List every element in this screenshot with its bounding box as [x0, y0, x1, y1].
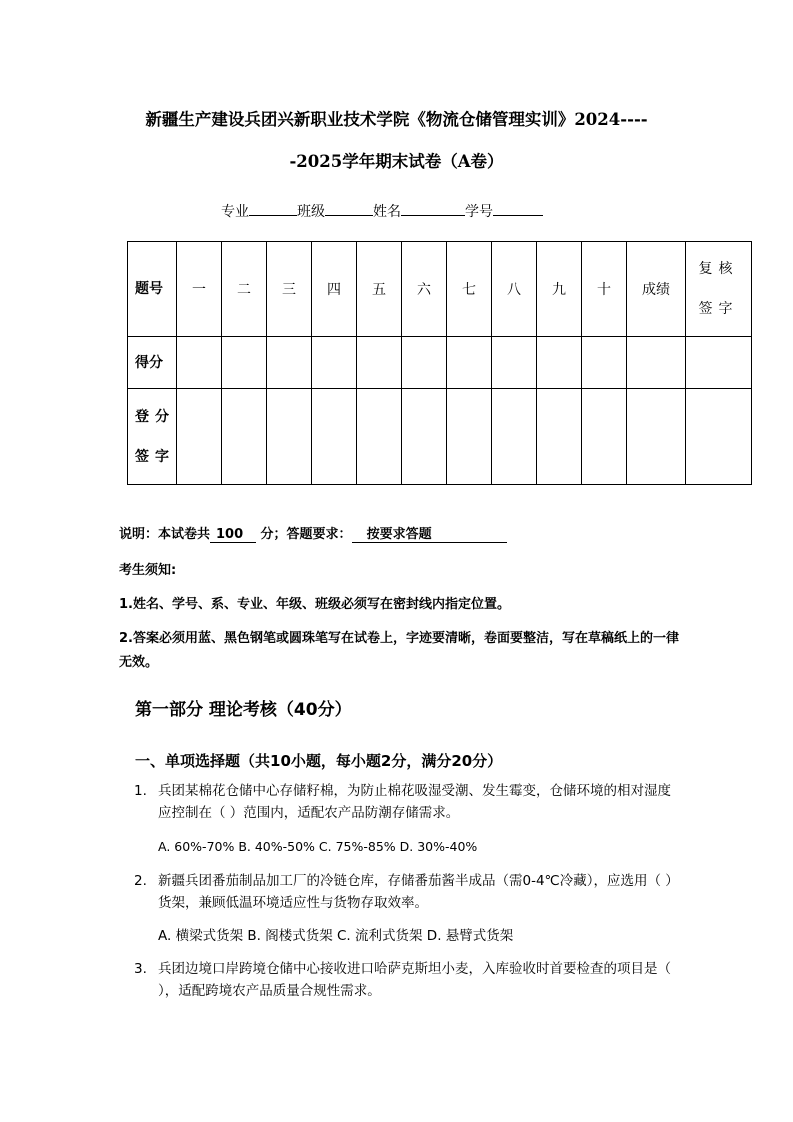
name-label: 姓名 [373, 204, 401, 220]
header-cell: 成绩 [627, 242, 686, 337]
score-cell[interactable] [447, 337, 492, 389]
major-field[interactable] [249, 201, 297, 216]
question-text: 兵团某棉花仓储中心存储籽棉，为防止棉花吸湿受潮、发生霉变，仓储环境的相对湿度应控制在（ ）范围内，适配农产品防潮存储需求。 [158, 783, 671, 821]
name-field[interactable] [401, 201, 465, 216]
notice-item-1: 1.姓名、学号、系、专业、年级、班级必须写在密封线内指定位置。 [119, 597, 510, 612]
signature-cell[interactable] [492, 389, 537, 485]
header-cell: 三 [267, 242, 312, 337]
title-line-2: -2025学年期末试卷（A卷） [289, 152, 504, 171]
header-cell: 九 [537, 242, 582, 337]
header-cell: 七 [447, 242, 492, 337]
question-number: 2. [134, 873, 147, 889]
score-cell[interactable] [627, 337, 686, 389]
header-cell: 一 [177, 242, 222, 337]
header-cell: 八 [492, 242, 537, 337]
question-number: 1. [134, 783, 147, 799]
question-number: 3. [134, 961, 147, 977]
score-cell[interactable] [222, 337, 267, 389]
score-cell[interactable] [492, 337, 537, 389]
notice-title: 考生须知: [119, 563, 177, 578]
score-cell[interactable] [267, 337, 312, 389]
header-cell: 二 [222, 242, 267, 337]
score-cell[interactable] [537, 337, 582, 389]
header-cell: 复核签字 [686, 242, 752, 337]
table-header-row [128, 242, 752, 337]
note-mid: 分；答题要求： [260, 527, 352, 542]
question-text: 兵团边境口岸跨境仓储中心接收进口哈萨克斯坦小麦，入库验收时首要检查的项目是（ ），适配跨境农产品质量合规性需求。 [158, 961, 671, 999]
student-info [221, 201, 543, 221]
row-label: 登分签字 [128, 389, 177, 485]
signature-row [128, 389, 752, 485]
total-score: 100 [210, 527, 256, 543]
header-cell: 五 [357, 242, 402, 337]
score-cell[interactable] [312, 337, 357, 389]
question-options: A. 横梁式货架 B. 阁楼式货架 C. 流利式货架 D. 悬臂式货架 [158, 928, 514, 944]
signature-cell[interactable] [627, 389, 686, 485]
title-line-1: 新疆生产建设兵团兴新职业技术学院《物流仓储管理实训》2024---- [145, 110, 648, 129]
row-label: 得分 [128, 337, 177, 389]
signature-cell[interactable] [537, 389, 582, 485]
signature-cell[interactable] [686, 389, 752, 485]
signature-cell[interactable] [402, 389, 447, 485]
score-cell[interactable] [357, 337, 402, 389]
class-field[interactable] [325, 201, 373, 216]
class-label: 班级 [297, 204, 325, 220]
header-cell: 题号 [128, 242, 177, 337]
section-heading: 一、单项选择题（共10小题，每小题2分，满分20分） [135, 752, 503, 770]
header-cell: 六 [402, 242, 447, 337]
signature-cell[interactable] [582, 389, 627, 485]
part-heading: 第一部分 理论考核（40分） [135, 700, 352, 720]
id-field[interactable] [493, 201, 543, 216]
score-cell[interactable] [582, 337, 627, 389]
signature-cell[interactable] [357, 389, 402, 485]
question-text: 新疆兵团番茄制品加工厂的冷链仓库，存储番茄酱半成品（需0-4℃冷藏），应选用（ ）货架，兼顾低温环境适应性与货物存取效率。 [158, 873, 673, 911]
score-row [128, 337, 752, 389]
question-options: A. 60%-70% B. 40%-50% C. 75%-85% D. 30%-40% [158, 839, 478, 854]
signature-cell[interactable] [267, 389, 312, 485]
id-label: 学号 [465, 204, 493, 220]
header-cell: 十 [582, 242, 627, 337]
note-prefix: 说明：本试卷共 [119, 527, 211, 542]
signature-cell[interactable] [177, 389, 222, 485]
score-cell[interactable] [177, 337, 222, 389]
signature-cell[interactable] [222, 389, 267, 485]
score-cell[interactable] [402, 337, 447, 389]
header-cell: 四 [312, 242, 357, 337]
score-cell[interactable] [686, 337, 752, 389]
exam-note [119, 523, 507, 543]
notice-item-2: 2.答案必须用蓝、黑色钢笔或圆珠笔写在试卷上，字迹要清晰，卷面要整洁，写在草稿纸上的一律无效。 [119, 631, 679, 670]
signature-cell[interactable] [312, 389, 357, 485]
signature-cell[interactable] [447, 389, 492, 485]
major-label: 专业 [221, 204, 249, 220]
answer-requirement: 按要求答题 [352, 523, 507, 543]
score-table [127, 241, 752, 485]
